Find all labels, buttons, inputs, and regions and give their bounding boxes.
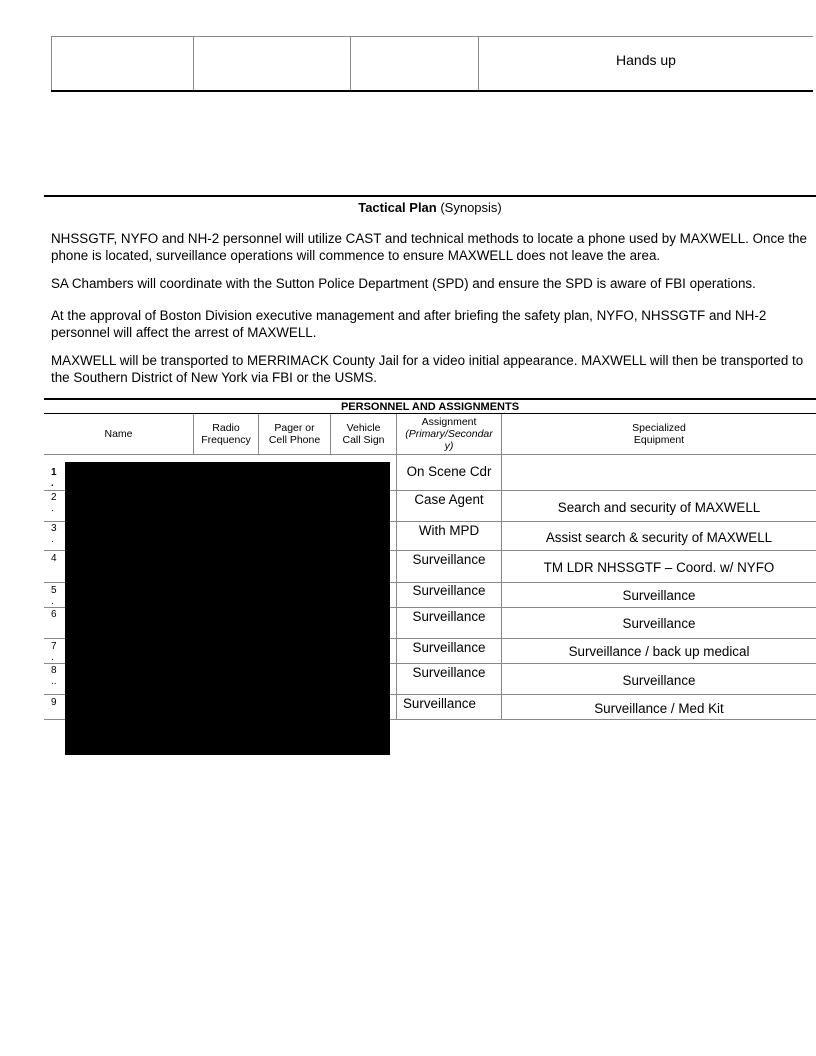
table-rule [44,413,816,414]
header-radio [194,422,258,446]
header-line: Cell Phone [268,434,321,446]
row-number [51,609,57,620]
row-number [51,665,57,687]
row-num: 9 [51,697,57,708]
equipment-cell: Surveillance / Med Kit [594,701,724,716]
row-number [51,641,57,663]
row-number [51,585,57,607]
section-rule [44,195,816,197]
header-line: Specialized [632,422,686,434]
row-num-suffix: . [51,596,54,607]
row-num-suffix: . [51,503,54,514]
table-rule [51,36,813,37]
equipment-cell: TM LDR NHSSGTF – Coord. w/ NYFO [543,560,775,575]
equipment-cell: Surveillance / back up medical [568,644,750,659]
tactical-plan-heading [44,200,816,215]
row-num-suffix: . [51,534,54,545]
assignment-cell: With MPD [418,523,480,538]
assignment-cell: Surveillance [412,552,486,567]
table-rule [51,90,813,92]
table-divider [193,36,194,91]
row-number [51,697,57,708]
row-num: 5 [51,585,57,596]
row-num: 8 [51,665,57,676]
header-name: Name [104,428,133,440]
header-line: Assignment [421,416,477,428]
assignment-cell: Surveillance [412,609,486,624]
header-line: Equipment [633,434,685,446]
assignment-cell: Surveillance [412,583,486,598]
equipment-cell: Search and security of MAXWELL [557,500,761,515]
equipment-cell: Surveillance [622,616,696,631]
row-number [51,467,57,489]
top-table-fragment [51,36,813,92]
row-number [51,523,57,545]
heading-rest: (Synopsis) [436,200,502,215]
assignment-cell: Surveillance [412,665,486,680]
row-num: 6 [51,609,57,620]
tactical-plan-paragraph: MAXWELL will be transported to MERRIMACK County Jail for a video initial appearance. MAXWELL will then be transported to the Southern District of New York via FBI or the USMS. [51,353,804,385]
header-equipment [502,422,816,446]
header-line: Pager or [274,422,315,434]
assignment-cell: Case Agent [414,492,484,507]
table-divider [350,36,351,91]
header-line: Frequency [201,434,251,446]
tactical-plan-paragraph: NHSSGTF, NYFO and NH-2 personnel will utilize CAST and technical methods to locate a phone used by MAXWELL. Once the phone is located, surveillance operations will commence to ensure MAXWELL does not leave the area. [51,231,807,263]
row-num: 4 [51,553,57,564]
assignment-cell: Surveillance [403,696,476,711]
redaction-block [65,462,390,755]
personnel-title: PERSONNEL AND ASSIGNMENTS [340,401,520,413]
row-num: 3 [51,523,57,534]
row-num-suffix: .. [51,676,57,687]
row-num-suffix: . [51,652,54,663]
header-vehicle [331,422,396,446]
tactical-plan-paragraph: SA Chambers will coordinate with the Sutton Police Department (SPD) and ensure the SPD is aware of FBI operations. [51,276,756,291]
heading-bold: Tactical Plan [358,200,437,215]
row-number [51,553,57,564]
row-num: 2 [51,492,57,503]
table-rule [44,454,816,455]
header-assignment [397,416,501,452]
header-line: (Primary/Secondar [405,428,493,440]
table-cell: Hands up [616,52,676,68]
table-divider [51,36,52,91]
section-rule [44,398,816,400]
row-num-suffix: . [51,478,54,489]
row-num: 7 [51,641,57,652]
tactical-plan-paragraph: At the approval of Boston Division executive management and after briefing the safety plan, NYFO, NHSSGTF and NH-2 personnel will affect the arrest of MAXWELL. [51,308,767,340]
row-num: 1 [51,467,57,478]
equipment-cell: Surveillance [622,588,696,603]
header-line: Call Sign [342,434,385,446]
header-line: Vehicle [346,422,381,434]
equipment-cell: Surveillance [622,673,696,688]
assignment-cell: Surveillance [412,640,486,655]
row-number [51,492,57,514]
header-pager [259,422,330,446]
header-line: y) [444,440,454,452]
assignment-cell: On Scene Cdr [406,464,492,479]
header-line: Radio [212,422,240,434]
equipment-cell: Assist search & security of MAXWELL [545,530,773,545]
